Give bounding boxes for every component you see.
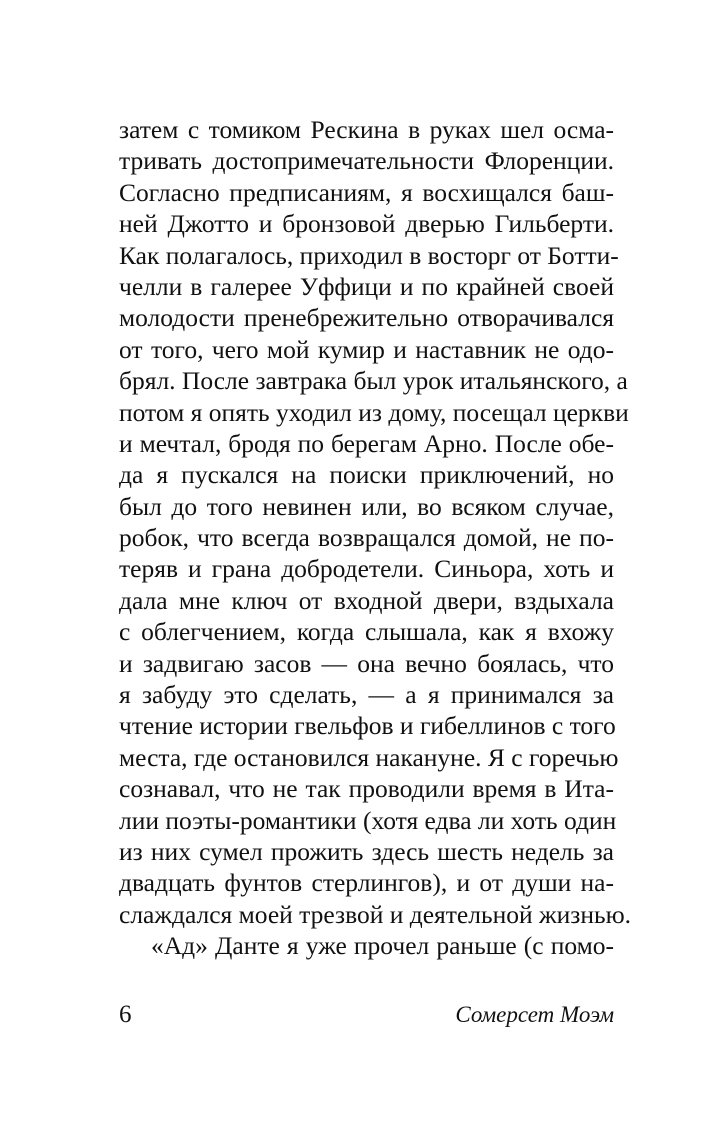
text-line: чтение истории гвельфов и гибеллинов с того [119,711,616,741]
text-line: был до того невинен или, во всяком случае, [119,491,614,521]
paragraph-last-line: слаждался моей трезвой и деятельной жизнью. [119,899,632,929]
text-line: ней Джотто и бронзовой дверью Гильберти. [119,209,614,239]
page-number: 6 [119,1001,132,1028]
text-line: молодости пренебрежительно отворачивался [119,303,614,333]
text-line: да я пускался на поиски приключений, но [119,460,614,490]
text-line: сознавал, что не так проводили время в Ита- [119,774,614,804]
text-line: Согласно предписаниям, я восхищался баш- [119,177,614,207]
text-line: двадцать фунтов стерлингов), и от души на- [119,868,614,898]
text-line: от того, чего мой кумир и наставник не одо- [119,334,614,364]
text-line: робок, что всегда возвращался домой, не по- [119,523,614,553]
text-line: лии поэты-романтики (хотя едва ли хоть один [119,805,617,835]
text-line: челли в галерее Уффици и по крайней своей [119,271,614,301]
text-line: потом я опять уходил из дому, посещал церкви [119,397,629,427]
text-line: брял. После завтрака был урок итальянского, а [119,366,628,396]
text-line: Как полагалось, приходил в восторг от Ботти- [119,240,619,270]
text-line: тривать достопримечательности Флоренции. [119,146,614,176]
body-text [119,114,632,962]
paragraph-first-line: «Ад» Данте я уже прочел раньше (с помо- [151,931,614,961]
running-title-author: Сомерсет Моэм [455,1002,614,1027]
text-line: затем с томиком Рескина в руках шел осма- [119,115,614,144]
text-line: и задвигаю засов — она вечно боялась, что [119,648,614,678]
text-line: с облегчением, когда слышала, как я вхожу [119,617,614,647]
text-line: и мечтал, бродя по берегам Арно. После обе- [119,428,614,458]
text-line: из них сумел прожить здесь шесть недель за [119,836,614,866]
text-line: дала мне ключ от входной двери, вздыхала [119,585,614,615]
text-line: я забуду это сделать, — а я принимался за [119,680,614,710]
text-line: места, где остановился накануне. Я с горечью [119,742,619,772]
text-line: теряв и грана добродетели. Синьора, хоть и [119,554,614,584]
